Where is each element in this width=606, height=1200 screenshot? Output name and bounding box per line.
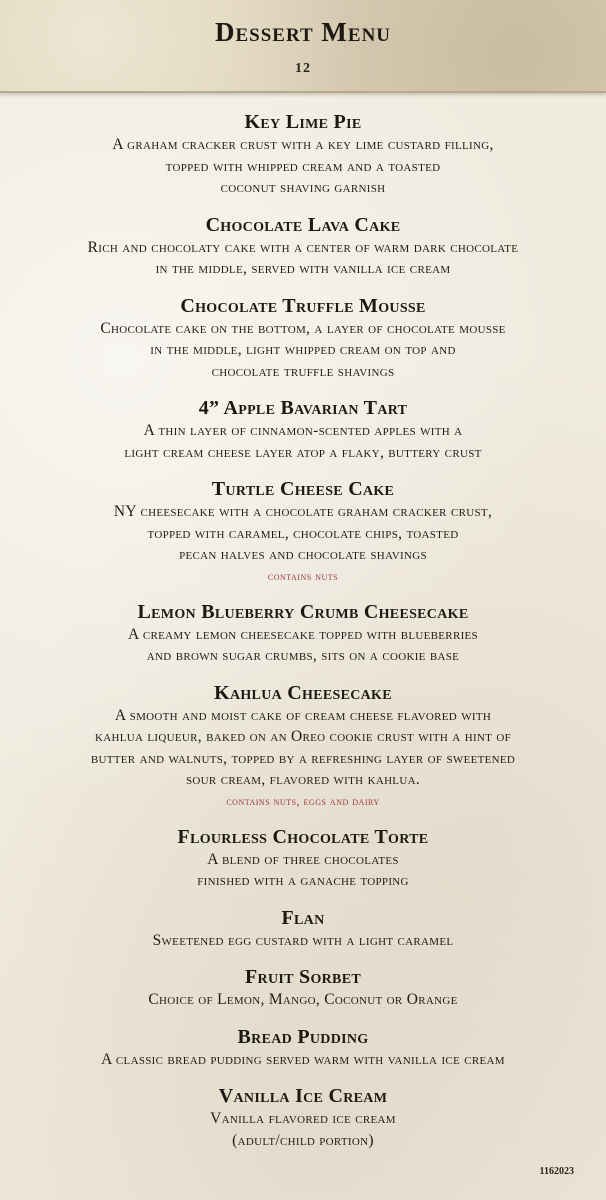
dessert-list	[0, 110, 606, 1165]
item-name: Key Lime Pie	[244, 111, 362, 133]
menu-item-flourless-chocolate-torte	[0, 825, 606, 892]
item-description: A classic bread pudding served warm with vanilla ice cream	[101, 1050, 505, 1068]
item-description: Choice of Lemon, Mango, Coconut or Orange	[148, 991, 458, 1008]
menu-item-fruit-sorbet	[0, 965, 606, 1011]
menu-item-apple-bavarian-tart	[0, 396, 606, 463]
print-code: 1162023	[539, 1166, 574, 1177]
allergen-note: contains nuts	[267, 568, 339, 583]
menu-item-chocolate-lava-cake	[0, 213, 606, 280]
menu-item-kahlua-cheesecake	[0, 681, 606, 811]
menu-item-key-lime-pie	[0, 110, 606, 199]
menu-header	[0, 0, 606, 93]
item-description: A graham cracker crust with a key lime custard filling, topped with whipped cream and a toasted coconut shaving garnish	[112, 136, 494, 196]
item-name: Turtle Cheese Cake	[211, 478, 395, 500]
item-name: Chocolate Lava Cake	[205, 213, 401, 236]
item-description: A blend of three chocolates finished with a ganache topping	[197, 850, 409, 889]
item-name: Chocolate Truffle Mousse	[180, 294, 426, 317]
item-name: Lemon Blueberry Crumb Cheesecake	[137, 600, 469, 623]
item-description: A creamy lemon cheesecake topped with blueberries and brown sugar crumbs, sits on a cookie base	[128, 625, 478, 664]
allergen-note: contains nuts, eggs and dairy	[226, 793, 380, 808]
menu-item-turtle-cheese-cake	[0, 477, 606, 586]
item-description: Chocolate cake on the bottom, a layer of chocolate mousse in the middle, light whipped cream on top and chocolate truffle shavings	[100, 319, 506, 380]
item-name: Flourless Chocolate Torte	[177, 825, 429, 848]
item-description: Rich and chocolaty cake with a center of warm dark chocolate in the middle, served with vanilla ice cream	[87, 238, 519, 277]
item-name: Vanilla Ice Cream	[218, 1085, 388, 1107]
menu-item-lemon-blueberry-crumb-cheesecake	[0, 600, 606, 667]
item-description: Vanilla flavored ice cream (adult/child portion)	[210, 1110, 396, 1149]
item-description: Sweetened egg custard with a light caramel	[152, 931, 454, 949]
item-name: Fruit Sorbet	[245, 966, 361, 988]
item-name: 4” Apple Bavarian Tart	[198, 397, 408, 419]
item-name: Flan	[281, 906, 325, 929]
item-name: Kahlua Cheesecake	[214, 681, 392, 704]
menu-item-bread-pudding	[0, 1025, 606, 1071]
item-description: NY cheesecake with a chocolate graham cracker crust, topped with caramel, chocolate chips, toasted pecan halves and chocolate shavings	[113, 503, 493, 563]
menu-item-flan	[0, 906, 606, 952]
item-description: A smooth and moist cake of cream cheese flavored with kahlua liqueur, baked on an Oreo cookie crust with a hint of butter and walnuts, topped by a refreshing layer of sweetened sour cream, flavored with kahlua.	[90, 706, 516, 788]
menu-item-chocolate-truffle-mousse	[0, 294, 606, 383]
item-name: Bread Pudding	[237, 1025, 369, 1048]
item-description: A thin layer of cinnamon-scented apples with a light cream cheese layer atop a flaky, buttery crust	[124, 422, 482, 461]
menu-title: Dessert Menu	[214, 17, 392, 47]
menu-item-vanilla-ice-cream	[0, 1084, 606, 1151]
page-number: 12	[295, 61, 311, 76]
